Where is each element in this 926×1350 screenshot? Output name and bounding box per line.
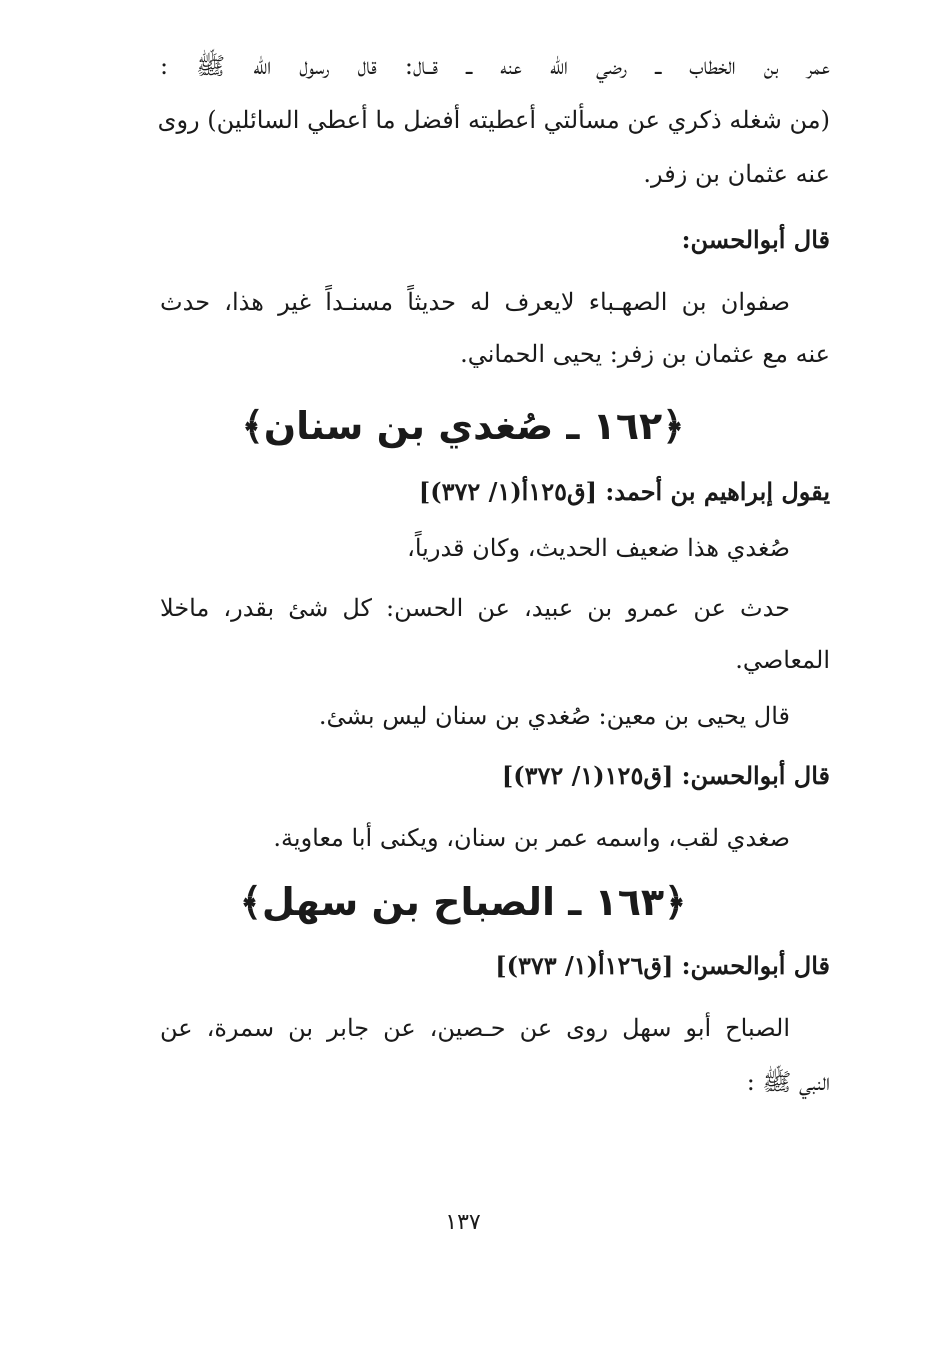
section-label: يقول إبراهيم بن أحمد: [ق١٢٥أ(١/ ٣٧٢)] <box>418 477 830 506</box>
section-label: قال أبوالحسن: <box>681 225 830 254</box>
text-line: عنه عثمان بن زفر. <box>643 160 830 188</box>
text-line: المعاصي. <box>735 646 830 674</box>
text-line: (من شغله ذكري عن مسألتي أعطيته أفضل ما أعطي السائلين) روى <box>157 106 830 134</box>
section-label: قال أبوالحسن: [ق١٢٥(١/ ٣٧٢)] <box>501 761 830 790</box>
text-line: صُغدي هذا ضعيف الحديث، وكان قدرياً، <box>407 534 790 562</box>
entry-heading: ﴿١٦٣ ـ الصباح بن سهل﴾ <box>239 880 687 924</box>
text-line: صغدي لقب، واسمه عمر بن سنان، ويكنى أبا معاوية. <box>273 824 790 852</box>
text-line: النبي ﷺ : <box>746 1068 830 1096</box>
text-line: حدث عن عمرو بن عبيد، عن الحسن: كل شئ بقدر، ماخلا <box>160 594 790 622</box>
entry-heading: ﴿١٦٢ ـ صُغدي بن سنان﴾ <box>241 404 685 448</box>
text-line: عمر بن الخطاب ــ رضي الله عنه ــ قــال: قال رسول الله ﷺ : <box>160 52 830 80</box>
section-label: قال أبوالحسن: [ق١٢٦أ(١/ ٣٧٣)] <box>495 951 830 980</box>
page-number: ١٣٧ <box>445 1210 481 1235</box>
text-line: صفوان بن الصهـباء لايعرف له حديثاً مسنـداً غير هذا، حدث <box>160 288 790 316</box>
text-line: قال يحيى بن معين: صُغدي بن سنان ليس بشئ. <box>318 702 790 730</box>
text-line: عنه مع عثمان بن زفر: يحيى الحماني. <box>460 340 830 368</box>
text-line: الصباح أبو سهل روى عن حـصين، عن جابر بن سمرة، عن <box>160 1014 790 1042</box>
